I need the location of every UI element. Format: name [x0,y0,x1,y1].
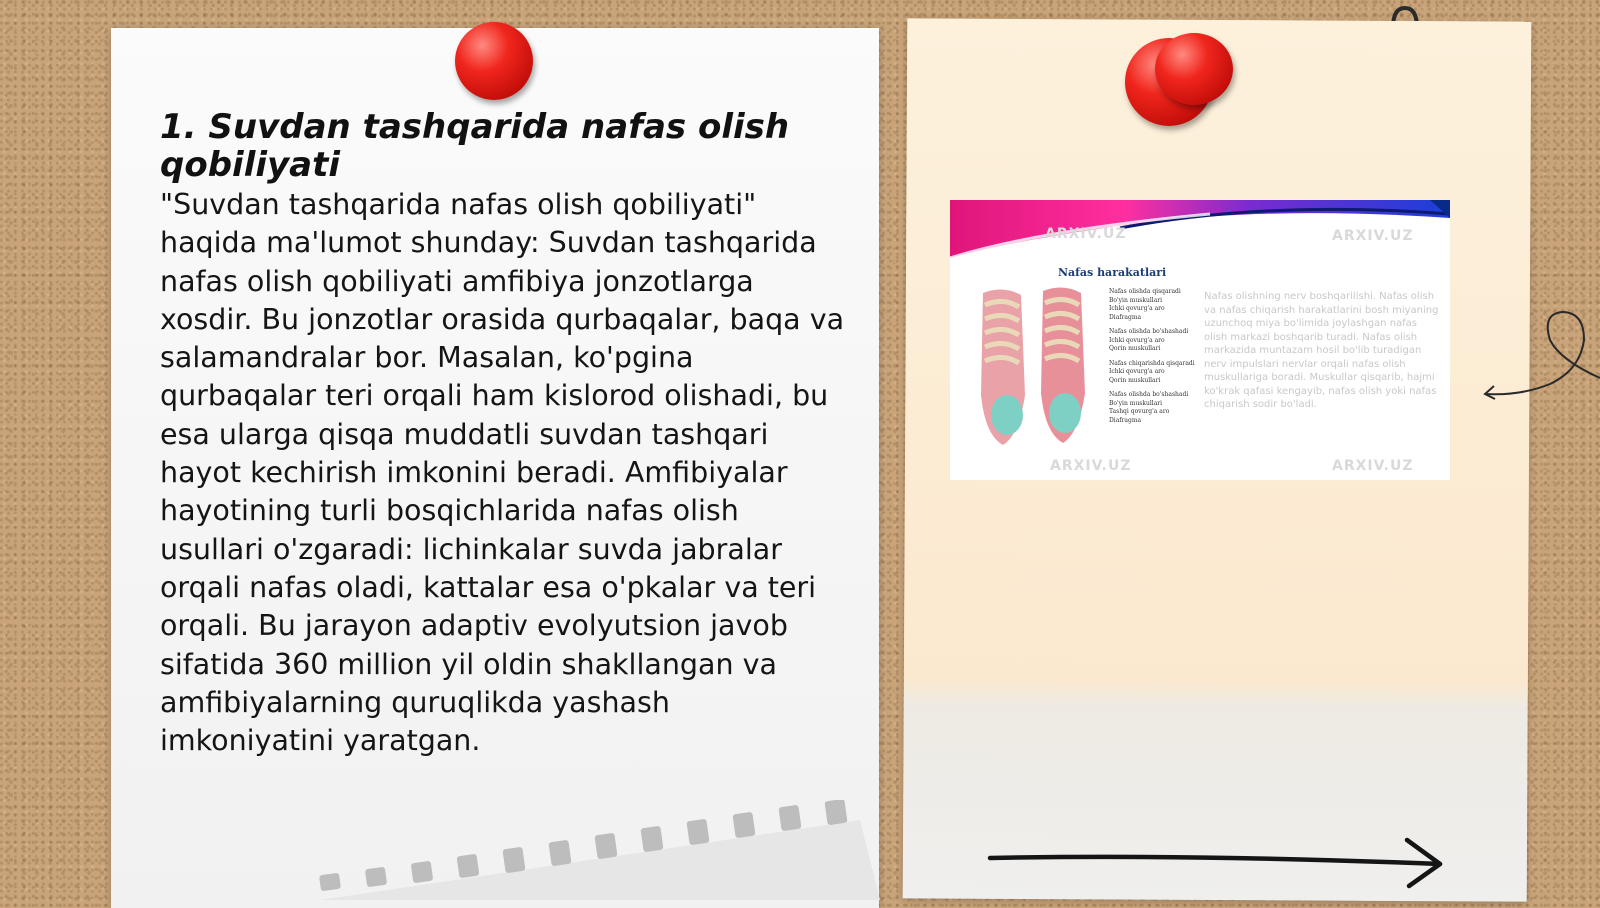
red-pushpin-icon [455,22,533,100]
figure-label: Nafas olishda bo'shashadi [1109,328,1189,335]
breathing-movements-figure [950,200,1450,480]
figure-label: Tashqi qovurg'a aro [1109,408,1170,415]
figure-label: Bo'yin muskullari [1109,296,1163,304]
scribble-arrow-icon [1480,300,1600,410]
figure-label: Diafragma [1109,416,1142,424]
figure-label: Nafas olishda qisqaradi [1109,288,1181,295]
long-arrow-icon [985,832,1450,892]
watermark-text: ARXIV.UZ [1332,458,1414,474]
figure-heading: Nafas harakatlari [1058,266,1167,279]
slide-body-text: "Suvdan tashqarida nafas olish qobiliyati" haqida ma'lumot shunday: Suvdan tashqarida nafas olish qobiliyati amfibiya jonzotlarga xosdir. Bu jonzotlar orasida qurbaqalar, baqa va salamandralar bor. Masalan, ko'pgina qurbaqalar teri orqali ham kislorod olishadi, bu esa ularga qisqa muddatli suvdan tashqari hayot kechirish imkonini beradi. Amfibiyalar hayotining turli bosqichlarida nafas olish usullari o'zgaradi: lichinkalar suvda jabralar orqali nafas oladi, kattalar esa o'pkalar va teri orqali. Bu jarayon adaptiv evolyutsion javob sifatida 360 million yil oldin shakllangan va amfibiyalarning quruqlikda yashash imkoniyatini yaratgan. [160,188,845,758]
watermark-text: ARXIV.UZ [1332,228,1414,244]
torn-notebook-edge [300,800,880,900]
figure-label: Ichki qovurg'a aro [1109,305,1165,312]
red-pushpin-icon [1155,33,1233,105]
figure-label: Diafragma [1109,313,1142,321]
figure-label: Nafas chiqarishda qisqaradi [1109,359,1195,367]
figure-label: Ichki qovurg'a aro [1109,368,1165,375]
figure-label: Bo'yin muskullari [1109,399,1163,407]
figure-label: Nafas olishda bo'shashadi [1109,391,1189,398]
figure-muscle-labels [1109,288,1195,425]
figure-label: Qorin muskullari [1109,376,1161,384]
figure-label: Ichki qovurg'a aro [1109,336,1165,344]
watermark-text: ARXIV.UZ [1045,226,1127,242]
torso-illustration [955,285,1105,465]
figure-label: Qorin muskullari [1109,345,1161,352]
watermark-text: ARXIV.UZ [1050,458,1132,474]
figure-paragraph: Nafas olishning nerv boshqarilishi. Nafas olish va nafas chiqarish harakatlarini bosh miyaning uzunchoq miya bo'limida joylashgan nafas olish markazi boshqarib turadi. Nafas olish markazida muntazam hosil bo'lib turadigan nerv impulslari nervlar orqali nafas olish muskullariga boradi. Muskullar qisqarib, hajmi ko'krak qafasi kengayib, nafas olish yoki nafas chiqarish sodir bo'ladi. [1204,291,1439,410]
slide-title: 1. Suvdan tashqarida nafas olish qobiliyati [160,107,790,185]
